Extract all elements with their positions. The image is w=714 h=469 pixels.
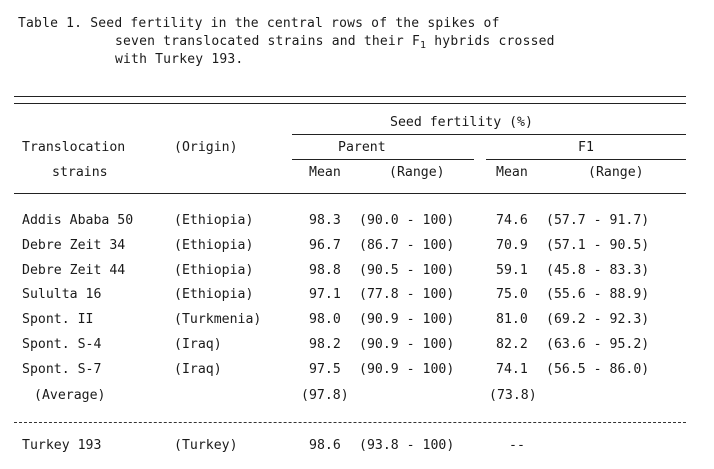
cell-parent-range: (90.9 - 100) <box>359 337 455 352</box>
cell-origin: (Ethiopia) <box>174 287 254 303</box>
caption-f1-subscript: 1 <box>420 40 427 51</box>
control-origin: (Turkey) <box>174 438 238 453</box>
cell-f1-range: (55.6 - 88.9) <box>546 287 650 303</box>
cell-origin: (Ethiopia) <box>174 213 254 228</box>
cell-parent-range: (90.0 - 100) <box>359 213 455 228</box>
table-caption-line-3: with Turkey 193. <box>115 52 244 67</box>
average-f1-mean: (73.8) <box>489 388 537 403</box>
cell-parent-range: (77.8 - 100) <box>359 287 455 303</box>
header-parent-mean: Mean <box>309 165 341 180</box>
cell-parent-mean: 96.7 <box>309 237 341 253</box>
cell-parent-mean: 98.8 <box>309 262 341 278</box>
top-rule-2 <box>14 103 686 104</box>
cell-origin: (Iraq) <box>174 361 222 377</box>
header-translocation: Translocation <box>22 140 126 155</box>
cell-parent-mean: 98.3 <box>309 213 341 228</box>
control-parent-mean: 98.6 <box>309 438 341 453</box>
cell-f1-mean: 74.6 <box>496 213 528 228</box>
cell-f1-mean: 74.1 <box>496 361 528 377</box>
cell-strain: Spont. II <box>22 312 94 328</box>
control-strain: Turkey 193 <box>22 438 102 453</box>
cell-parent-mean: 98.0 <box>309 312 341 328</box>
header-bottom-rule <box>14 193 686 194</box>
cell-f1-range: (56.5 - 86.0) <box>546 361 650 377</box>
cell-parent-mean: 97.5 <box>309 361 341 377</box>
cell-f1-range: (63.6 - 95.2) <box>546 337 650 352</box>
header-f1-mean: Mean <box>496 165 528 180</box>
header-parent: Parent <box>338 140 386 155</box>
header-f1-range: (Range) <box>588 165 644 180</box>
cell-strain: Debre Zeit 34 <box>22 237 126 253</box>
cell-strain: Debre Zeit 44 <box>22 262 126 278</box>
top-rule-1 <box>14 96 686 97</box>
cell-origin: (Ethiopia) <box>174 237 254 253</box>
cell-origin: (Iraq) <box>174 337 222 352</box>
header-origin: (Origin) <box>174 140 238 155</box>
cell-parent-mean: 98.2 <box>309 337 341 352</box>
header-parent-range: (Range) <box>389 165 445 180</box>
cell-origin: (Ethiopia) <box>174 262 254 278</box>
f1-rule <box>486 159 686 160</box>
average-parent-mean: (97.8) <box>301 388 349 403</box>
cell-f1-mean: 75.0 <box>496 287 528 303</box>
parent-rule <box>292 159 474 160</box>
seed-fertility-rule <box>292 134 686 135</box>
cell-parent-range: (90.9 - 100) <box>359 312 455 328</box>
cell-parent-range: (86.7 - 100) <box>359 237 455 253</box>
average-label: (Average) <box>34 388 106 403</box>
cell-parent-range: (90.5 - 100) <box>359 262 455 278</box>
cell-f1-mean: 70.9 <box>496 237 528 253</box>
caption-line-2-pre: seven translocated strains and their F <box>115 34 421 49</box>
table-caption-line-2 <box>115 34 555 53</box>
header-seed-fertility: Seed fertility (%) <box>390 115 533 130</box>
header-f1: F1 <box>578 140 594 155</box>
cell-f1-range: (69.2 - 92.3) <box>546 312 650 328</box>
dashed-separator <box>14 422 686 423</box>
cell-strain: Spont. S-7 <box>22 361 102 377</box>
cell-f1-mean: 59.1 <box>496 262 528 278</box>
table-caption-line-1: Table 1. Seed fertility in the central rows of the spikes of <box>18 16 500 31</box>
cell-strain: Sululta 16 <box>22 287 102 303</box>
cell-parent-mean: 97.1 <box>309 287 341 303</box>
control-parent-range: (93.8 - 100) <box>359 438 455 453</box>
cell-f1-mean: 81.0 <box>496 312 528 328</box>
cell-f1-range: (57.7 - 91.7) <box>546 213 650 228</box>
cell-f1-range: (57.1 - 90.5) <box>546 237 650 253</box>
header-strains: strains <box>52 165 108 180</box>
cell-strain: Spont. S-4 <box>22 337 102 352</box>
control-f1-mean: -- <box>509 438 525 453</box>
cell-f1-range: (45.8 - 83.3) <box>546 262 650 278</box>
cell-f1-mean: 82.2 <box>496 337 528 352</box>
cell-origin: (Turkmenia) <box>174 312 262 328</box>
cell-strain: Addis Ababa 50 <box>22 213 134 228</box>
caption-line-2-post: hybrids crossed <box>426 34 555 49</box>
cell-parent-range: (90.9 - 100) <box>359 361 455 377</box>
